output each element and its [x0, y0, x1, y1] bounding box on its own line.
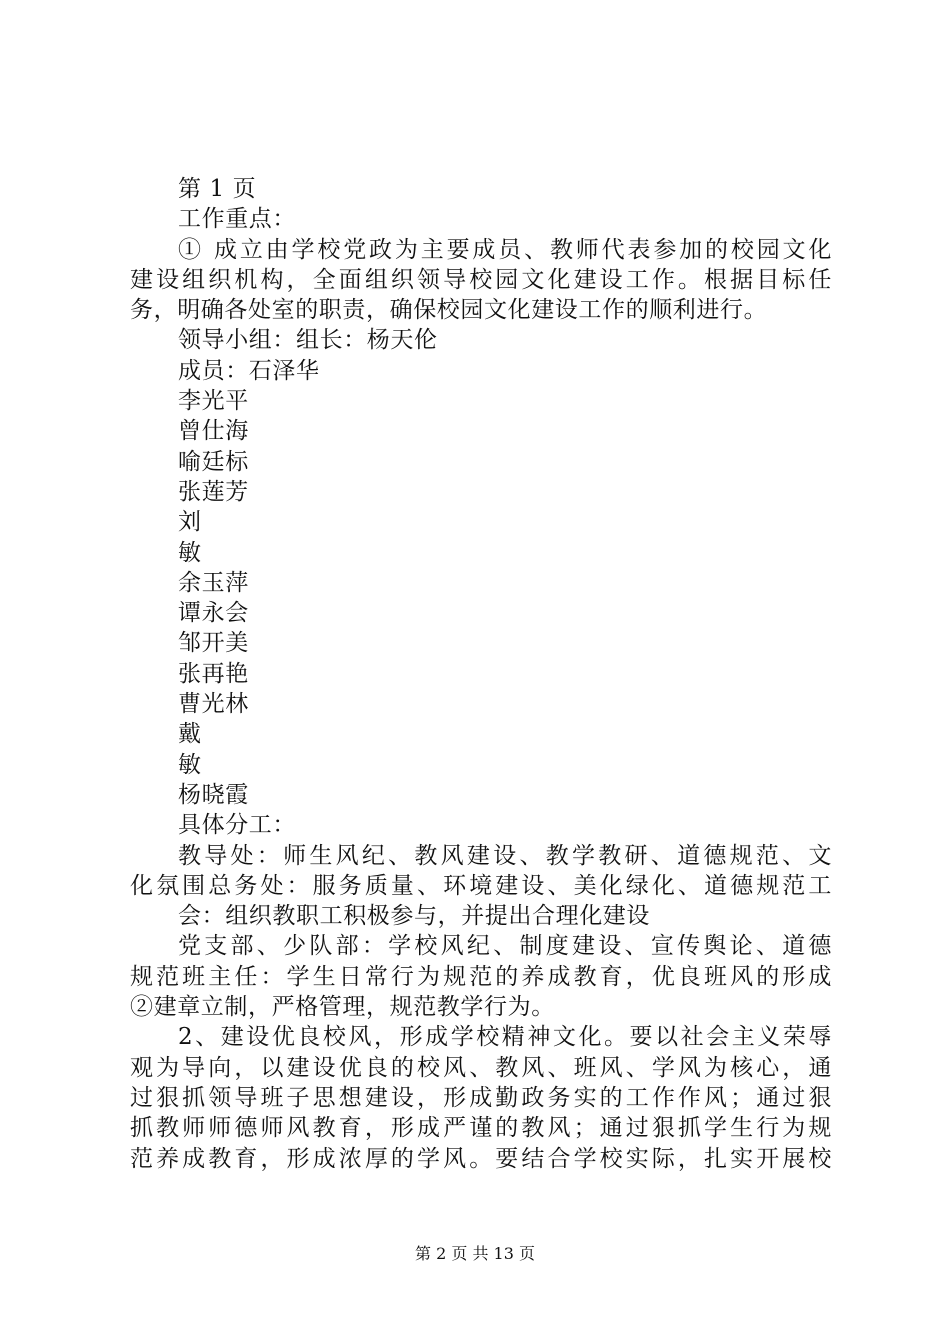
- text-line: 戴: [178, 721, 202, 748]
- text-line: 2、建设优良校风，形成学校精神文化。要以社会主义荣辱: [178, 1024, 832, 1051]
- text-line: 范养成教育，形成浓厚的学风。要结合学校实际，扎实开展校: [130, 1145, 832, 1172]
- text-line: 会：组织教职工积极参与，并提出合理化建设: [178, 903, 650, 930]
- text-line: 敏: [178, 751, 202, 778]
- text-line: 谭永会: [178, 600, 249, 627]
- text-line: 务，明确各处室的职责，确保校园文化建设工作的顺利进行。: [130, 297, 768, 324]
- text-line: 敏: [178, 539, 202, 566]
- text-line: 过狠抓领导班子思想建设，形成勤政务实的工作作风；通过狠: [130, 1084, 832, 1111]
- text-line: 化氛围总务处：服务质量、环境建设、美化绿化、道德规范工: [130, 872, 832, 899]
- text-line: 杨晓霞: [178, 781, 249, 808]
- text-line: 张莲芳: [178, 478, 249, 505]
- text-line: 曹光林: [178, 691, 249, 718]
- text-line: 党支部、少队部：学校风纪、制度建设、宣传舆论、道德: [178, 933, 832, 960]
- text-line: 喻廷标: [178, 448, 249, 475]
- text-line: ① 成立由学校党政为主要成员、教师代表参加的校园文化: [178, 236, 832, 263]
- text-line: 工作重点：: [178, 206, 296, 233]
- text-line: 第 1 页: [178, 176, 257, 202]
- page-footer: 第 2 页 共 13 页: [415, 1244, 535, 1263]
- document-body: [130, 174, 832, 1174]
- text-line: 余玉萍: [178, 569, 249, 596]
- text-line: 刘: [178, 509, 202, 536]
- text-line: 成员：石泽华: [178, 357, 320, 384]
- text-line: 领导小组：组长：杨天伦: [178, 327, 438, 354]
- text-line: 建设组织机构，全面组织领导校园文化建设工作。根据目标任: [130, 266, 832, 293]
- text-line: 李光平: [178, 388, 249, 415]
- text-line: 具体分工：: [178, 812, 296, 839]
- text-line: 曾仕海: [178, 418, 249, 445]
- text-line: 抓教师师德师风教育，形成严谨的教风；通过狠抓学生行为规: [130, 1115, 832, 1142]
- text-line: 教导处：师生风纪、教风建设、教学教研、道德规范、文: [178, 842, 832, 869]
- text-line: 邹开美: [178, 630, 249, 657]
- text-line: 规范班主任：学生日常行为规范的养成教育，优良班风的形成: [130, 963, 832, 990]
- text-line: 张再艳: [178, 660, 249, 687]
- text-line: ②建章立制，严格管理，规范教学行为。: [130, 994, 555, 1021]
- text-line: 观为导向，以建设优良的校风、教风、班风、学风为核心，通: [130, 1054, 832, 1081]
